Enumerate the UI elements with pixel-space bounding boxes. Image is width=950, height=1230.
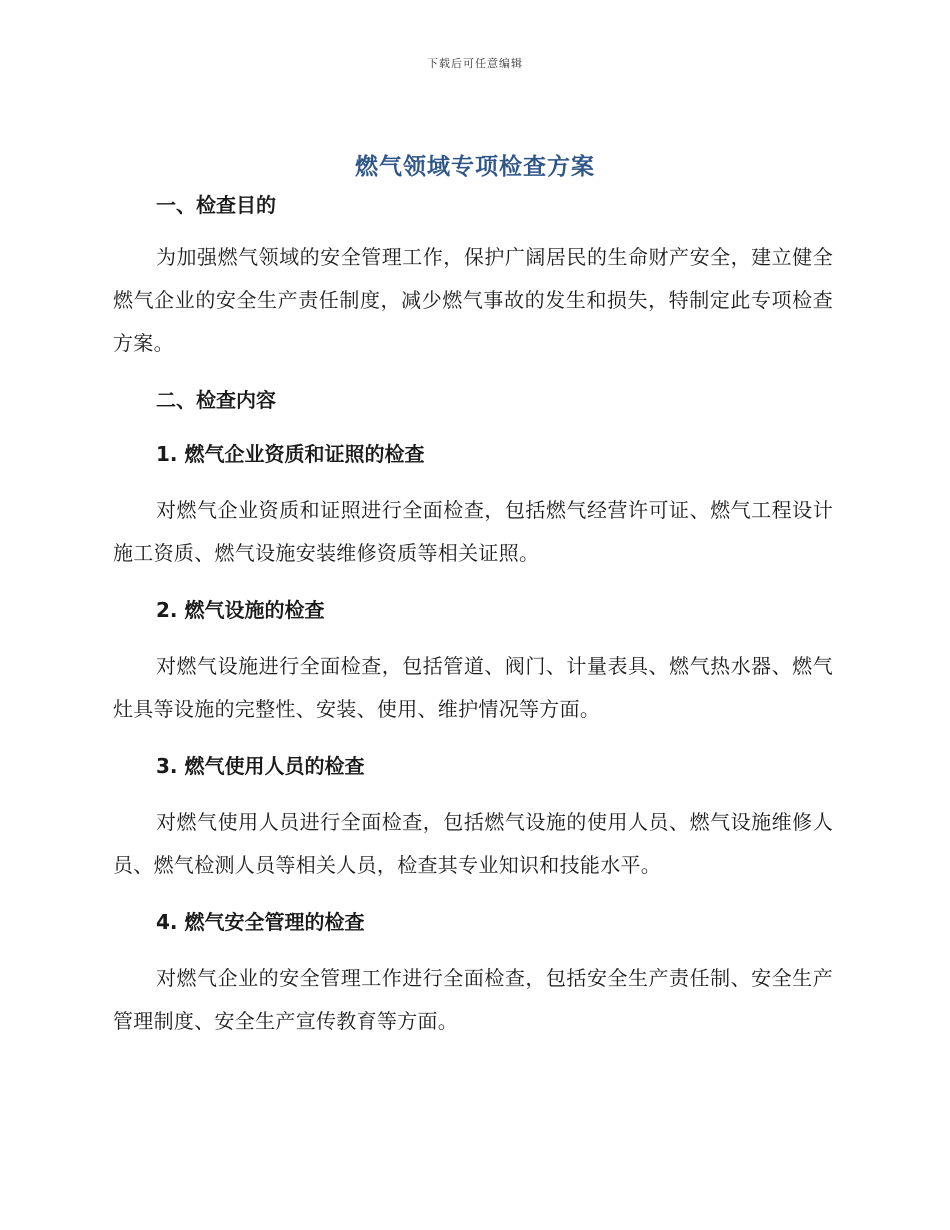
section-heading-content: 二、检查内容	[156, 388, 276, 412]
section-paragraph-purpose: 为加强燃气领域的安全管理工作，保护广阔居民的生命财产安全，建立健全燃气企业的安全生产责任制度，减少燃气事故的发生和损失，特制定此专项检查方案。	[113, 245, 833, 355]
subsection-heading-safety-management: 4. 燃气安全管理的检查	[156, 910, 365, 934]
header-note: 下载后可任意编辑	[427, 57, 523, 70]
section-heading-purpose: 一、检查目的	[156, 193, 276, 217]
subsection-heading-facilities: 2. 燃气设施的检查	[156, 598, 325, 622]
subsection-paragraph-qualification: 对燃气企业资质和证照进行全面检查，包括燃气经营许可证、燃气工程设计施工资质、燃气设施安装维修资质等相关证照。	[113, 498, 833, 565]
document-body	[113, 186, 833, 1043]
subsection-paragraph-personnel: 对燃气使用人员进行全面检查，包括燃气设施的使用人员、燃气设施维修人员、燃气检测人员等相关人员，检查其专业知识和技能水平。	[113, 810, 833, 877]
subsection-heading-personnel: 3. 燃气使用人员的检查	[156, 754, 365, 778]
subsection-paragraph-facilities: 对燃气设施进行全面检查，包括管道、阀门、计量表具、燃气热水器、燃气灶具等设施的完整性、安装、使用、维护情况等方面。	[113, 654, 833, 721]
subsection-heading-qualification: 1. 燃气企业资质和证照的检查	[156, 442, 425, 466]
document-title: 燃气领域专项检查方案	[355, 154, 595, 180]
subsection-paragraph-safety-management: 对燃气企业的安全管理工作进行全面检查，包括安全生产责任制、安全生产管理制度、安全生产宣传教育等方面。	[113, 966, 833, 1033]
